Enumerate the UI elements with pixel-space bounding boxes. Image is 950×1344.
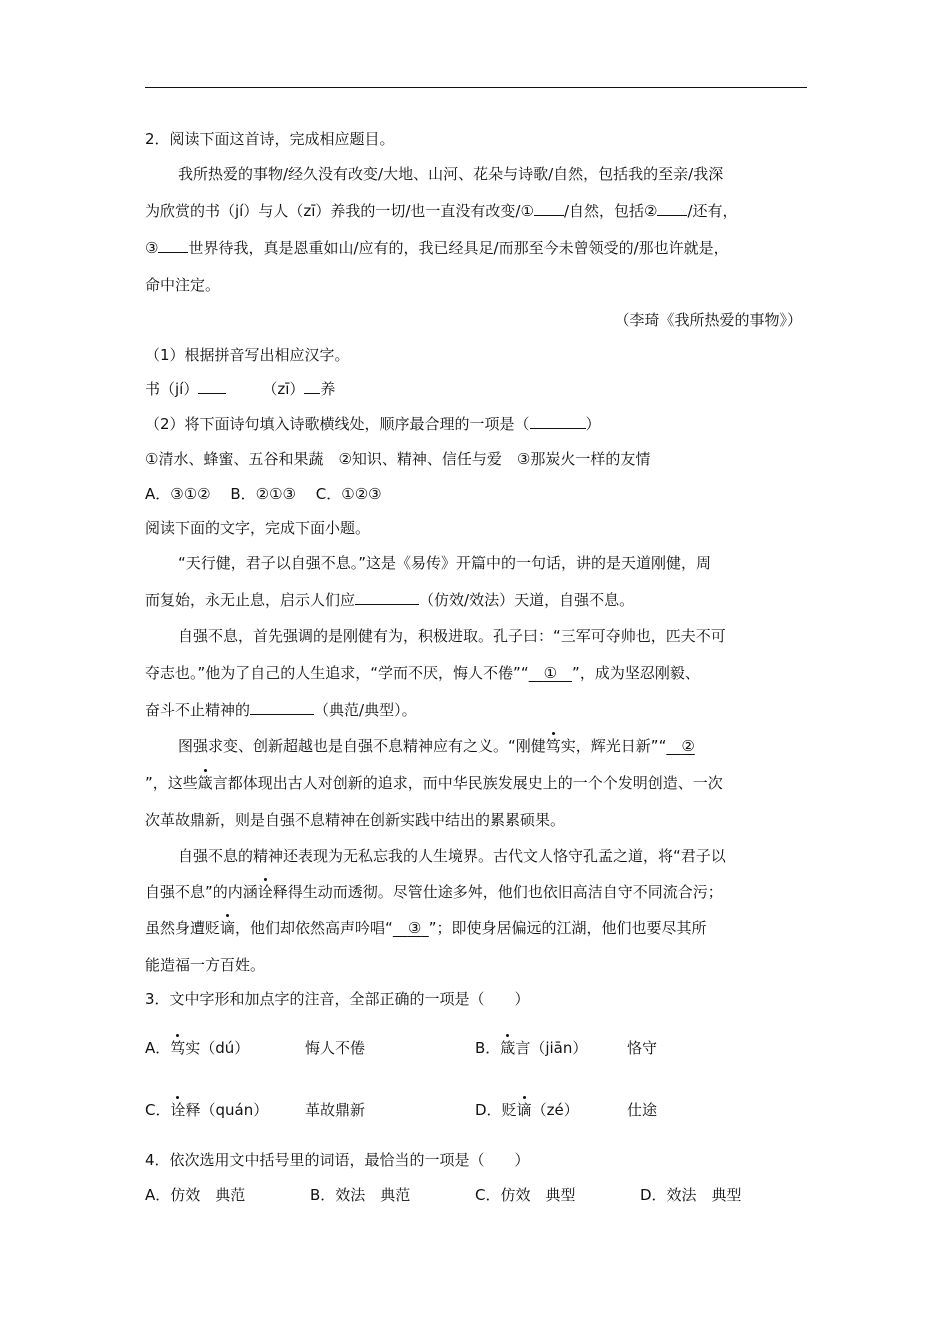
answer-ji-blank[interactable] xyxy=(198,378,226,394)
q4-option-b[interactable]: B．效法 典范 xyxy=(310,1186,411,1204)
passage-p2-line1: 自强不息，首先强调的是刚健有为，积极进取。孔子曰：“三军可夺帅也，匹夫不可 xyxy=(178,627,726,645)
q3-option-d-word: 仕途 xyxy=(627,1101,658,1119)
poem-line-1: 我所热爱的事物/经久没有改变/大地、山河、花朵与诗歌/自然，包括我的至亲/我深 xyxy=(178,165,724,183)
passage-p1-line2: 而复始，永无止息，启示人们应 （仿效/效法）天道，自强不息。 xyxy=(145,591,635,609)
q3-option-b-word: 恪守 xyxy=(627,1039,658,1057)
sub1-answers: 书（jí） （zī） 养 xyxy=(145,380,336,398)
passage-p2-line3: 奋斗不止精神的 （典范/典型）。 xyxy=(145,701,417,719)
q3-option-c-word: 革故鼎新 xyxy=(305,1101,366,1119)
passage-p2-line2: 夺志也。”他为了自己的人生追求，“学而不厌，悔人不倦”“ ① ”，成为坚忍刚毅、 xyxy=(145,664,700,682)
passage-intro: 阅读下面的文字，完成下面小题。 xyxy=(145,519,371,537)
dotted-char: 谪 xyxy=(220,919,236,937)
mark-2: ② xyxy=(681,737,695,755)
mark-3: ③ xyxy=(407,919,422,937)
dotted-char: 谪 xyxy=(516,1101,532,1119)
q3-option-a-word: 悔人不倦 xyxy=(305,1039,366,1057)
passage-p4-line3: 虽然身遭贬谪，他们却依然高声吟唱“ ③ ”；即使身居偏远的江湖，他们也要尽其所 xyxy=(145,919,707,937)
answer-zi-blank[interactable] xyxy=(304,378,320,394)
q3-option-c[interactable]: C．诠释（quán） xyxy=(145,1101,269,1119)
sub2-answer-blank[interactable] xyxy=(530,413,586,429)
dotted-char: 笃 xyxy=(170,1039,186,1057)
blank-1[interactable] xyxy=(534,200,564,216)
sub2-items: ①清水、蜂蜜、五谷和果蔬 ②知识、精神、信任与爱 ③那炭火一样的友情 xyxy=(145,450,651,468)
sub1-prompt: （1）根据拼音写出相应汉字。 xyxy=(145,346,350,364)
passage-p4-line4: 能造福一方百姓。 xyxy=(145,956,266,974)
passage-p3-line2: ”，这些箴言都体现出古人对创新的追求，而中华民族发展史上的一个个发明创造、一次 xyxy=(145,774,723,792)
passage-p1-line1: “天行健，君子以自强不息。”这是《易传》开篇中的一句话，讲的是天道刚健，周 xyxy=(178,554,712,572)
passage-p4-line1: 自强不息的精神还表现为无私忘我的人生境界。古代文人恪守孔孟之道，将“君子以 xyxy=(178,847,726,865)
poem-line-4: 命中注定。 xyxy=(145,276,221,294)
sub2-prompt: （2）将下面诗句填入诗歌横线处，顺序最合理的一项是（ ） xyxy=(145,415,601,433)
q3-title: 3．文中字形和加点字的注音，全部正确的一项是（ ） xyxy=(145,990,530,1008)
poem-line-2: 为欣赏的书（jí）与人（zī）养我的一切/也一直没有改变/① /自然，包括② /还有， xyxy=(145,202,738,220)
blank-fangxiao[interactable] xyxy=(355,589,419,605)
q4-title: 4．依次选用文中括号里的词语，最恰当的一项是（ ） xyxy=(145,1151,530,1169)
q3-option-b[interactable]: B．箴言（jiān） xyxy=(475,1039,588,1057)
q3-option-a[interactable]: A．笃实（dú） xyxy=(145,1039,250,1057)
passage-p3-line1: 图强求变、创新超越也是自强不息精神应有之义。“刚健笃实，辉光日新”“ ② xyxy=(178,737,695,755)
dotted-char: 箴 xyxy=(500,1039,516,1057)
dotted-char: 箴 xyxy=(197,774,213,792)
q4-option-c[interactable]: C．仿效 典型 xyxy=(475,1186,576,1204)
dotted-char: 诠 xyxy=(170,1101,186,1119)
sub2-options: A．③①② B．②①③ C．①②③ xyxy=(145,485,382,503)
q4-option-a[interactable]: A．仿效 典范 xyxy=(145,1186,246,1204)
passage-p3-line3: 次革故鼎新，则是自强不息精神在创新实践中结出的累累硕果。 xyxy=(145,811,566,829)
blank-dianfan[interactable] xyxy=(250,699,314,715)
dotted-char: 笃 xyxy=(545,737,561,755)
dotted-char: 诠 xyxy=(257,883,273,901)
poem-source: （李琦《我所热爱的事物》） xyxy=(614,311,802,329)
q4-option-d[interactable]: D．效法 典型 xyxy=(640,1186,742,1204)
mark-1: ① xyxy=(543,664,558,682)
q3-option-d[interactable]: D．贬谪（zé） xyxy=(475,1101,579,1119)
poem-line-3: ③ 世界待我，真是恩重如山/应有的，我已经具足/而那至今未曾领受的/那也许就是， xyxy=(145,239,729,257)
passage-p4-line2: 自强不息”的内涵诠释得生动而透彻。尽管仕途多舛，他们也依旧高洁自守不同流合污； xyxy=(145,883,723,901)
blank-3[interactable] xyxy=(158,237,188,253)
blank-2[interactable] xyxy=(657,200,687,216)
header-rule xyxy=(145,87,807,88)
q2-title: 2．阅读下面这首诗，完成相应题目。 xyxy=(145,130,395,148)
